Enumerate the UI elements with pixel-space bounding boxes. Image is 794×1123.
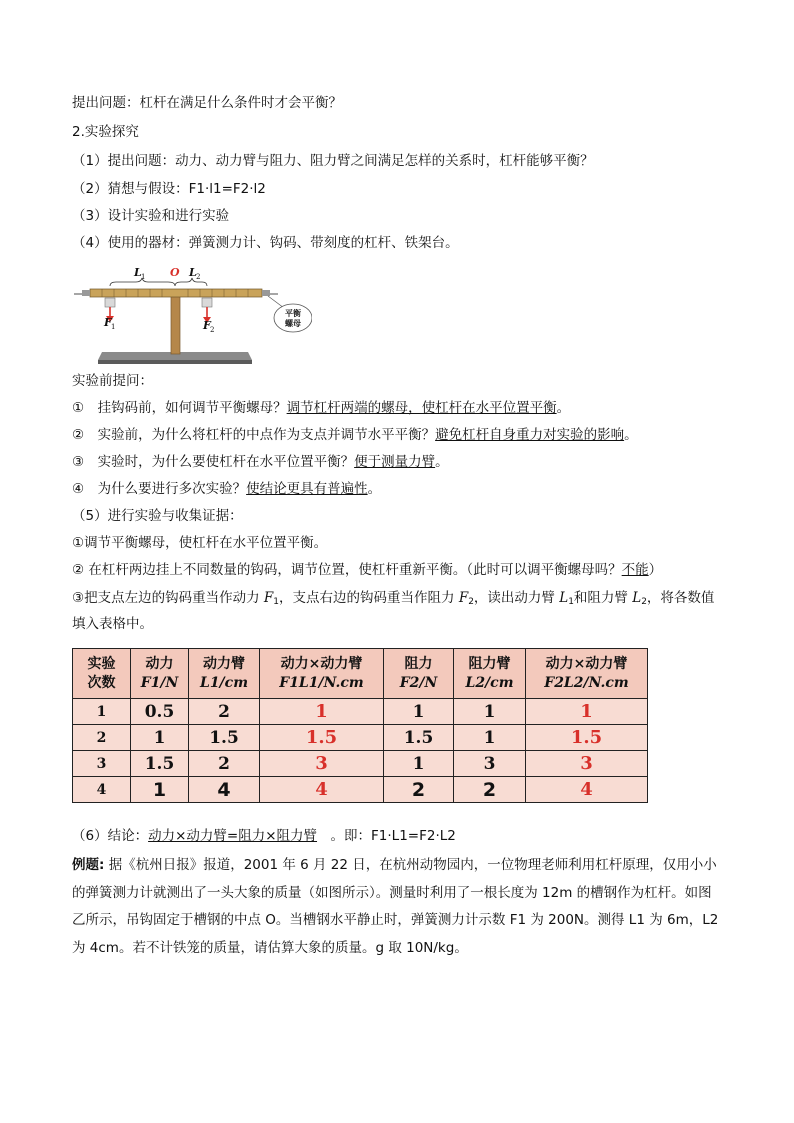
table-row: 2 1 1.5 1.5 1.5 1 1.5 (73, 725, 648, 751)
header-trial: 实验 次数 (73, 649, 131, 699)
header-l2: 阻力臂 L2/cm (454, 649, 526, 699)
step-5-p1: ①调节平衡螺母，使杠杆在水平位置平衡。 (72, 535, 328, 551)
callout-line-1: 平衡 (285, 309, 301, 318)
header-f2l2: 动力×动力臂 F2L2/N.cm (526, 649, 648, 699)
table-row: 1 0.5 2 1 1 1 1 (73, 699, 648, 725)
pre-a1: 调节杠杆两端的螺母，使杠杆在水平位置平衡 (286, 400, 557, 416)
section-2-heading: 2.实验探究 (72, 124, 139, 140)
pre-q1: ① 挂钩码前，如何调节平衡螺母？调节杠杆两端的螺母，使杠杆在水平位置平衡。 (72, 400, 571, 416)
label-l1: L (134, 266, 142, 279)
step-6-conclusion: （6）结论：动力×动力臂=阻力×阻力臂 。即：F1·L1=F2·L2 (72, 828, 456, 844)
step-1: （1）提出问题：动力、动力臂与阻力、阻力臂之间满足怎样的关系时，杠杆能够平衡？ (72, 153, 594, 169)
svg-text:2: 2 (210, 326, 215, 334)
support-post (171, 290, 180, 354)
svg-text:2: 2 (196, 273, 201, 281)
step-5-p3: ③把支点左边的钩码重当作动力 $F_1$，支点右边的钩码重当作阻力 $F_2$，读出动力臂 $L_1$和阻力臂 $L_2$，将各数值 (72, 590, 715, 607)
conclusion-answer: 动力×动力臂=阻力×阻力臂 (148, 828, 318, 844)
pre-a2: 避免杠杆自身重力对实验的影响 (435, 427, 625, 443)
table-header-row (73, 649, 648, 699)
left-weight (105, 298, 115, 307)
header-f2: 阻力 F2/N (384, 649, 454, 699)
header-f1l1: 动力×动力臂 F1L1/N.cm (260, 649, 384, 699)
example-line-4: 为 4cm。若不计铁笼的质量，请估算大象的质量。g 取 10N/kg。 (72, 940, 468, 956)
example-label: 例题: (72, 857, 105, 873)
step-5-p2-answer: 不能 (621, 562, 649, 578)
pre-a4: 使结论更具有普遍性 (246, 481, 368, 497)
step-2: （2）猜想与假设：F1·l1=F2·l2 (72, 181, 266, 197)
step-5-p3-cont: 填入表格中。 (72, 616, 153, 632)
label-f1: F (104, 316, 112, 329)
right-weight (202, 298, 212, 307)
data-table (72, 648, 648, 803)
lever-figure (72, 262, 312, 368)
step-5-heading: （5）进行实验与收集证据： (72, 508, 243, 524)
label-f2: F (203, 319, 211, 332)
svg-text:1: 1 (111, 323, 116, 331)
step-3: （3）设计实验和进行实验 (72, 208, 230, 224)
table-row: 4 1 4 4 2 2 4 (73, 777, 648, 803)
pre-q2: ② 实验前，为什么将杠杆的中点作为支点并调节水平平衡？避免杠杆自身重力对实验的影响。 (72, 427, 638, 443)
label-l2: L (189, 266, 197, 279)
step-5-p2: ② 在杠杆两边挂上不同数量的钩码，调节位置，使杠杆重新平衡。（此时可以调平衡螺母吗？不能） (72, 562, 663, 578)
example-line-1: 例题: 据《杭州日报》报道，2001 年 6 月 22 日，在杭州动物园内，一位物理老师利用杠杆原理，仅用小小 (72, 857, 717, 873)
step-4: （4）使用的器材：弹簧测力计、钩码、带刻度的杠杆、铁架台。 (72, 235, 459, 251)
pre-heading: 实验前提问： (72, 373, 153, 389)
header-l1: 动力臂 L1/cm (189, 649, 260, 699)
brace-l2 (175, 278, 207, 286)
left-nut (82, 290, 90, 296)
pre-a3: 便于测量力臂 (354, 454, 436, 470)
example-line-3: 乙所示，吊钩固定于槽钢的中点 O。当槽钢水平静止时，弹簧测力计示数 F1 为 200N。测得 L1 为 6m，L2 (72, 912, 719, 928)
example-line-2: 的弹簧测力计就测出了一头大象的质量（如图所示）。测量时利用了一根长度为 12m 的槽钢作为杠杆。如图 (72, 885, 712, 901)
pre-q3: ③ 实验时，为什么要使杠杆在水平位置平衡？便于测量力臂。 (72, 454, 449, 470)
header-f1: 动力 F1/N (131, 649, 189, 699)
pre-q4: ④ 为什么要进行多次实验？使结论更具有普遍性。 (72, 481, 382, 497)
table-row: 3 1.5 2 3 1 3 3 (73, 751, 648, 777)
callout-line-2: 螺母 (285, 319, 301, 328)
intro-question: 提出问题：杠杆在满足什么条件时才会平衡？ (72, 95, 342, 111)
svg-text:1: 1 (141, 273, 146, 281)
right-nut (262, 290, 270, 296)
label-o: O (170, 266, 180, 279)
